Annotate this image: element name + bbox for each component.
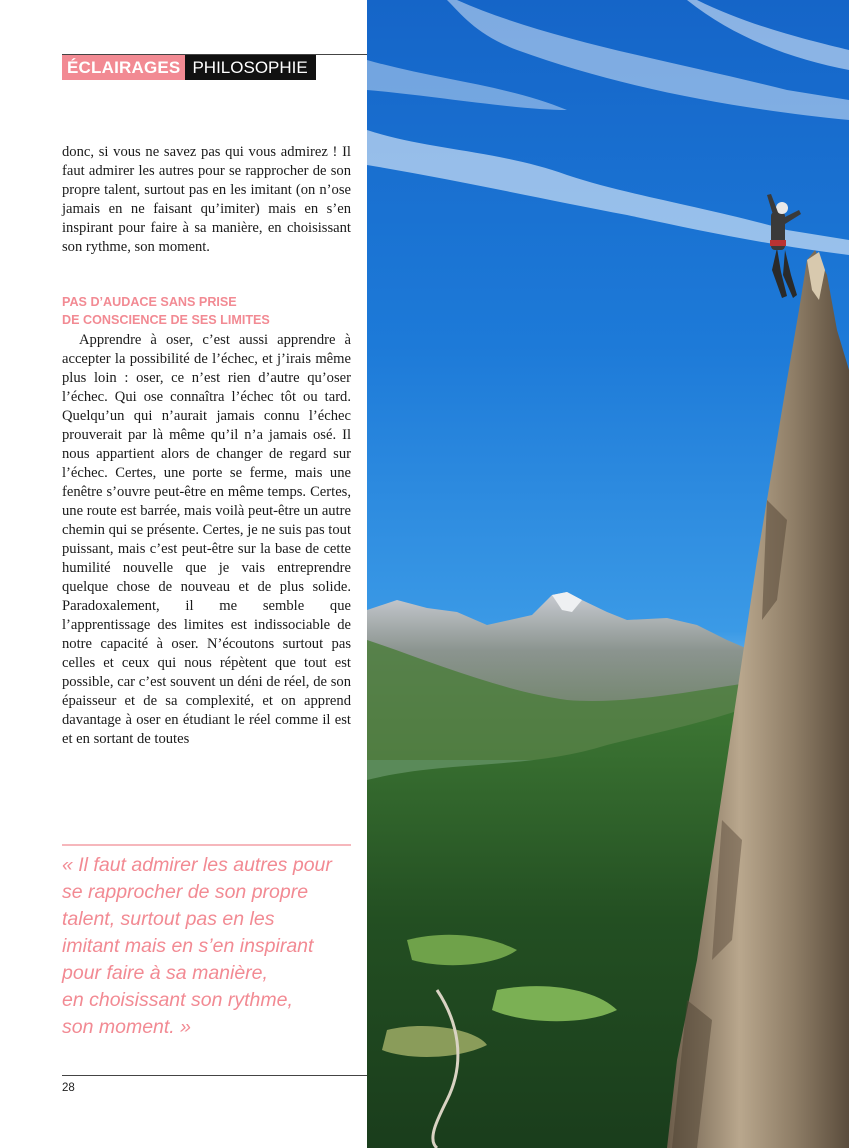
pull-quote-line: pour faire à sa manière, <box>62 962 268 984</box>
rubric-tag: ÉCLAIRAGES <box>62 55 185 80</box>
subheading <box>62 293 352 329</box>
rubric-section: PHILOSOPHIE <box>185 55 315 80</box>
subheading-line-1: PAS D’AUDACE SANS PRISE <box>62 295 237 309</box>
pull-quote-line: en choisissant son rythme, <box>62 989 293 1011</box>
body-paragraph-2: Apprendre à oser, c’est aussi apprendre à accepter la possibilité de l’échec, et j’irais même plus loin : oser, ce n’est rien d’autre qu’oser l’échec. Qui ose connaîtra l’échec tôt ou tard. Quelqu’un qui n’aurait jamais connu l’échec prouverait par là même qu’il n’a jamais osé. Il nous appartient alors de changer de regard sur l’échec. Certes, une porte se ferme, mais une fenêtre s’ouvre peut-être en même temps. Certes, une route est barrée, mais voilà peut-être un autre chemin qui se présente. Certes, je ne suis pas tout puissant, mais c’est peut-être sur la base de cette humilité nouvelle que je vais entreprendre quelque chose de nouveau et de plus solide. Paradoxalement, il me semble que l’apprentissage des limites est indissociable de notre capacité à oser. N’écoutons surtout pas celles et ceux qui nous répètent que tout est possible, car c’est souvent un déni de réel, de son épaisseur et de sa complexité, et on apprend davantage à oser en étudiant le réel comme il est et en sortant de toutes <box>62 332 351 747</box>
pull-quote-line: talent, surtout pas en les <box>62 908 275 930</box>
pull-quote-line: son moment. » <box>62 1016 191 1038</box>
pull-quote <box>62 852 362 1041</box>
subheading-line-2: DE CONSCIENCE DE SES LIMITES <box>62 313 270 327</box>
footer-rule <box>62 1075 367 1076</box>
pull-quote-line: se rapprocher de son propre <box>62 881 309 903</box>
body-paragraph-1: donc, si vous ne savez pas qui vous admirez ! Il faut admirer les autres pour se rapprocher de son propre talent, surtout pas en les imitant (on n’ose jamais en ne faisant qu’imiter) mais en s’en inspirant pour faire à sa manière, en choisissant son rythme, son moment. <box>62 144 351 255</box>
rubric <box>62 55 316 80</box>
climber-photo <box>367 0 849 1148</box>
page-number: 28 <box>62 1082 75 1094</box>
pull-quote-line: imitant mais en s’en inspirant <box>62 935 314 957</box>
pull-quote-line: « Il faut admirer les autres pour <box>62 854 332 876</box>
pull-quote-rule <box>62 844 351 846</box>
